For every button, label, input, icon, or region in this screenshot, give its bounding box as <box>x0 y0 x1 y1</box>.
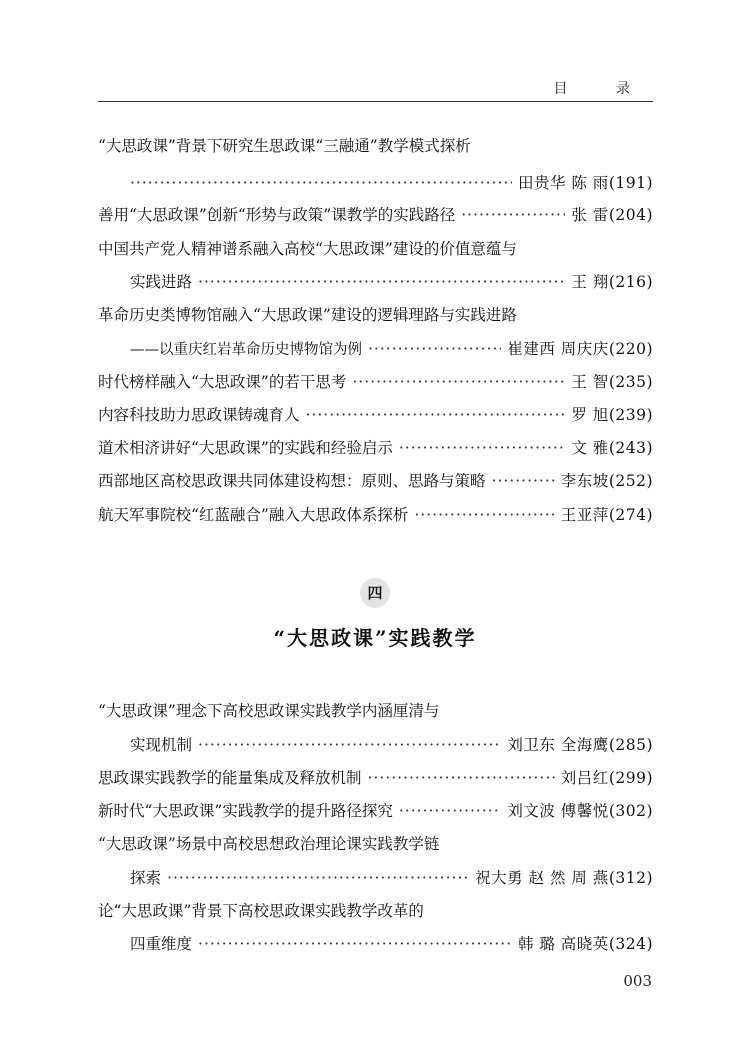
toc-entry[interactable] <box>98 403 653 427</box>
entry-authors: 王 翔 <box>571 273 609 291</box>
page-number: 003 <box>623 972 652 990</box>
toc-entry-title[interactable] <box>98 832 653 856</box>
entry-page: (220) <box>608 340 653 358</box>
toc-entry-leader[interactable] <box>130 171 653 195</box>
entry-title-line: 革命历史类博物馆融入“大思政课”建设的逻辑理路与实践进路 <box>98 306 517 324</box>
entry-authors: 罗 旭 <box>571 406 609 424</box>
entry-subtitle: ——以重庆红岩革命历史博物馆为例 <box>130 342 362 358</box>
entry-authors: 张 雷 <box>571 206 609 224</box>
entry-title-line: “大思政课”理念下高校思政课实践教学内涵厘清与 <box>98 702 440 720</box>
entry-page: (302) <box>608 802 653 820</box>
toc-entry-title[interactable] <box>98 899 653 923</box>
toc-entry-title[interactable] <box>98 134 653 158</box>
entry-page: (324) <box>608 935 653 953</box>
entry-page: (239) <box>608 406 653 424</box>
dot-leader <box>198 733 501 757</box>
entry-authors: 刘卫东 全海鹰 <box>507 736 609 754</box>
dot-leader <box>198 270 565 294</box>
entry-page: (235) <box>608 373 653 391</box>
entry-authors: 李东坡 <box>560 472 609 490</box>
entry-title-line: 论“大思政课”背景下高校思政课实践教学改革的 <box>98 902 424 920</box>
entry-authors: 祝大勇 赵 然 周 燕 <box>475 869 609 887</box>
entry-page: (252) <box>608 472 653 490</box>
toc-entry[interactable] <box>98 503 653 527</box>
entry-title-line: 实践进路 <box>130 273 193 291</box>
dot-leader <box>399 436 566 460</box>
toc-entry[interactable] <box>98 799 653 823</box>
toc-entry[interactable] <box>98 436 653 460</box>
entry-title: 道术相济讲好“大思政课”的实践和经验启示 <box>98 439 393 457</box>
dot-leader <box>167 866 469 890</box>
entry-title: 西部地区高校思政课共同体建设构想：原则、思路与策略 <box>98 472 486 490</box>
entry-page: (312) <box>608 869 653 887</box>
entry-title: 时代榜样融入“大思政课”的若干思考 <box>98 373 347 391</box>
entry-page: (274) <box>608 506 653 524</box>
toc-entry[interactable] <box>98 766 653 790</box>
section-number-badge: 四 <box>360 578 390 608</box>
entry-title-line: 实现机制 <box>130 736 193 754</box>
entry-authors: 田贵华 陈 雨 <box>517 174 609 192</box>
entry-title-line: 探索 <box>130 869 162 887</box>
toc-entry-title[interactable] <box>98 237 653 261</box>
section-title: “大思政课”实践教学 <box>273 626 477 650</box>
dot-leader <box>130 171 512 195</box>
entry-title-line: “大思政课”场景中高校思想政治理论课实践教学链 <box>98 835 440 853</box>
dot-leader <box>368 766 555 790</box>
toc-entry-leader[interactable] <box>130 733 653 757</box>
header-rule <box>98 101 653 102</box>
entry-authors: 刘吕红 <box>560 769 609 787</box>
entry-title: 思政课实践教学的能量集成及释放机制 <box>98 769 362 787</box>
dot-leader <box>399 799 502 823</box>
entry-authors: 刘文波 傅馨悦 <box>507 802 609 820</box>
dot-leader <box>461 203 565 227</box>
dot-leader <box>198 932 512 956</box>
entry-page: (243) <box>608 439 653 457</box>
entry-authors: 崔建西 周庆庆 <box>507 340 609 358</box>
entry-title-line: 四重维度 <box>130 935 193 953</box>
entry-title: 内容科技助力思政课铸魂育人 <box>98 406 300 424</box>
entry-page: (216) <box>608 273 653 291</box>
toc-entry-leader[interactable] <box>130 337 653 361</box>
entry-page: (204) <box>608 206 653 224</box>
toc-entry[interactable] <box>98 370 653 394</box>
entry-title-line: “大思政课”背景下研究生思政课“三融通”教学模式探析 <box>98 137 471 155</box>
entry-page: (285) <box>608 736 653 754</box>
entry-title: 新时代“大思政课”实践教学的提升路径探究 <box>98 802 393 820</box>
toc-entry-leader[interactable] <box>130 866 653 890</box>
entry-page: (299) <box>608 769 653 787</box>
dot-leader <box>492 469 555 493</box>
dot-leader <box>368 337 501 361</box>
entry-authors: 文 雅 <box>571 439 609 457</box>
dot-leader <box>352 370 565 394</box>
entry-authors: 王亚萍 <box>560 506 609 524</box>
entry-authors: 王 智 <box>571 373 609 391</box>
entry-title: 航天军事院校“红蓝融合”融入大思政体系探析 <box>98 506 409 524</box>
dot-leader <box>306 403 566 427</box>
toc-entry-title[interactable] <box>98 303 653 327</box>
toc-entry[interactable] <box>98 469 653 493</box>
running-header-title: 目 录 <box>553 81 652 97</box>
entry-title-line: 中国共产党人精神谱系融入高校“大思政课”建设的价值意蕴与 <box>98 240 517 258</box>
entry-authors: 韩 璐 高晓英 <box>517 935 609 953</box>
toc-entry[interactable] <box>98 203 653 227</box>
entry-title: 善用“大思政课”创新“形势与政策”课教学的实践路径 <box>98 206 456 224</box>
toc-entry-title[interactable] <box>98 699 653 723</box>
dot-leader <box>414 503 554 527</box>
entry-page: (191) <box>608 174 653 192</box>
toc-entry-leader[interactable] <box>130 932 653 956</box>
toc-entry-leader[interactable] <box>130 270 653 294</box>
